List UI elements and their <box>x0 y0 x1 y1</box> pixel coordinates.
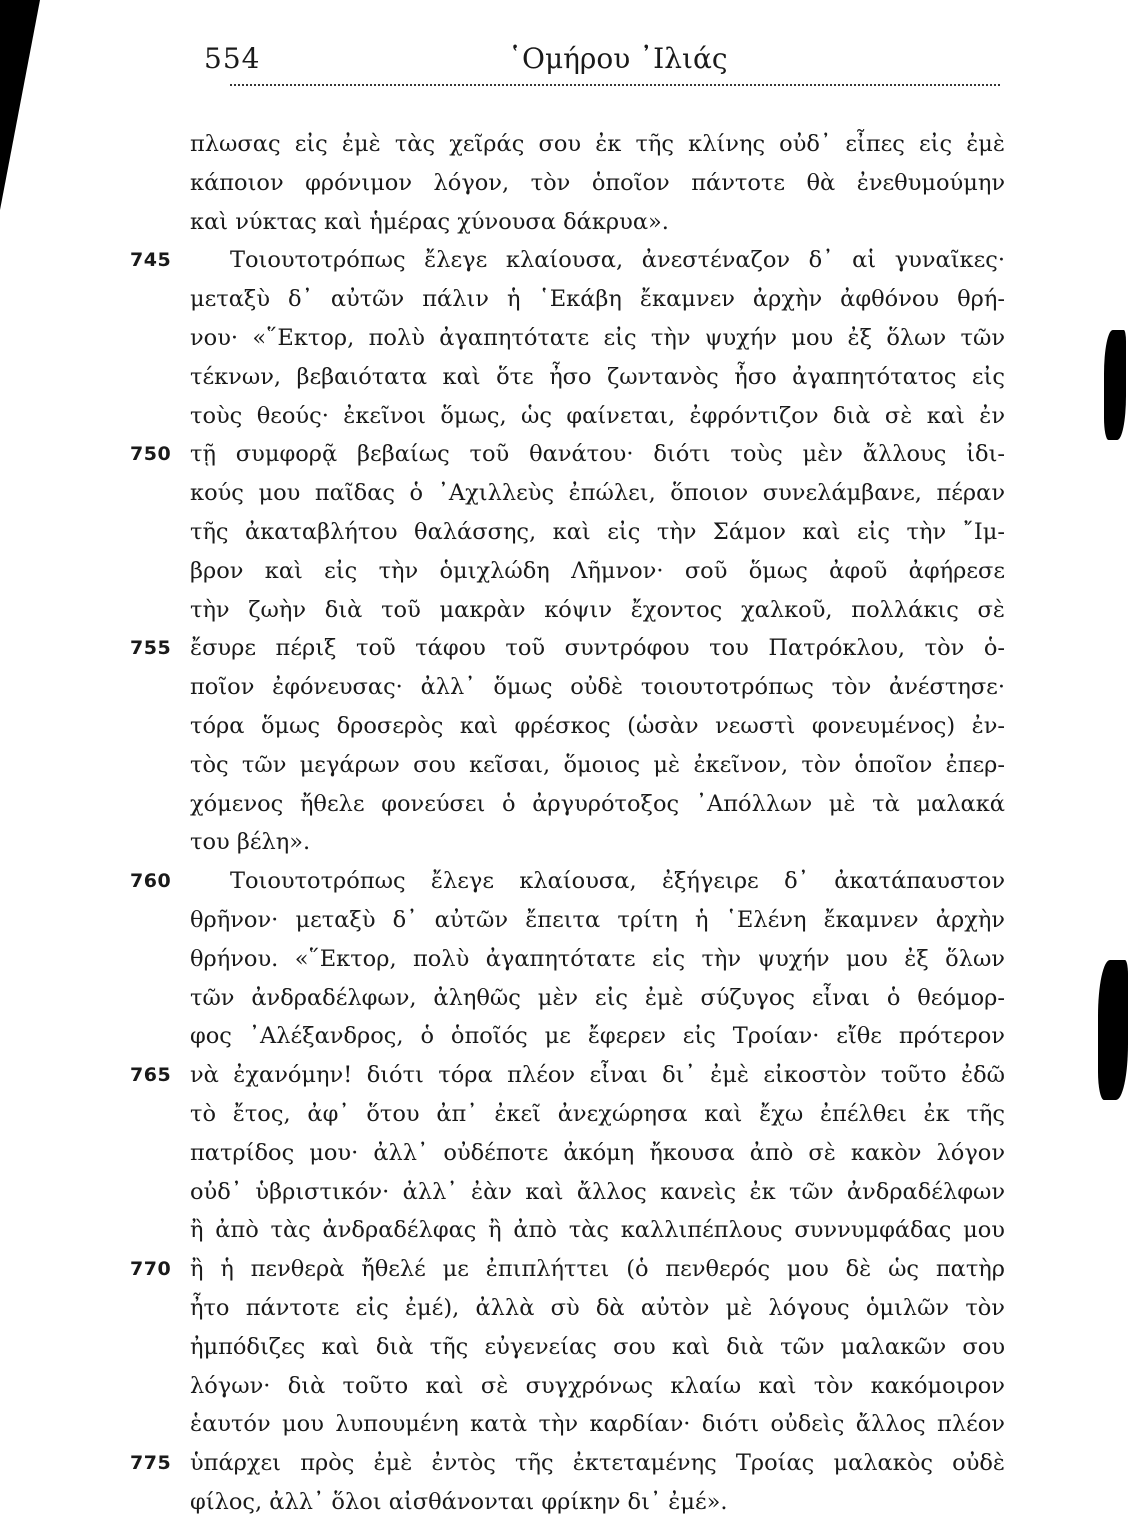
text-line: μεταξὺ δ᾽ αὐτῶν πάλιν ἡ ῾Εκάβη ἔκαμνεν ἀρχὴν ἀφθόνου θρή- <box>190 286 1005 313</box>
page-number: 554 <box>204 42 261 75</box>
text-line: τέκνων, βεβαιότατα καὶ ὅτε ἦσο ζωντανὸς ἦσο ἀγαπητότατος εἰς <box>190 363 1005 390</box>
line-number: 770 <box>130 1258 172 1281</box>
text-line: ἑαυτόν μου λυπουμένη κατὰ τὴν καρδίαν· διότι οὐδεὶς ἄλλος πλέον <box>190 1411 1005 1438</box>
text-line: κάποιον φρόνιμον λόγον, τὸν ὁποῖον πάντοτε θὰ ἐνεθυμούμην <box>190 169 1005 196</box>
scan-shadow-corner <box>0 0 40 210</box>
text-line: τοὺς θεούς· ἐκεῖνοι ὅμως, ὡς φαίνεται, ἐφρόντιζον διὰ σὲ καὶ ἐν <box>190 402 1005 429</box>
text-line: 755 ἔσυρε πέριξ τοῦ τάφου τοῦ συντρόφου του Πατρόκλου, τὸν ὁ- <box>190 629 1005 668</box>
line-number: 765 <box>130 1064 172 1087</box>
text-line: θρῆνον· μεταξὺ δ᾽ αὐτῶν ἔπειτα τρίτη ἡ ῾Ελένη ἔκαμνεν ἀρχὴν <box>190 906 1005 933</box>
page-header <box>0 40 1132 90</box>
scan-speck <box>1104 330 1126 440</box>
line-number: 745 <box>130 249 172 272</box>
text-line: 765 νὰ ἐχανόμην! διότι τόρα πλέον εἶναι δι᾽ ἐμὲ εἰκοστὸν τοῦτο ἐδῶ <box>190 1056 1005 1095</box>
text-line: φίλος, ἀλλ᾽ ὅλοι αἰσθάνονται φρίκην δι᾽ ἐμέ». <box>190 1488 728 1515</box>
text-line: τὴν ζωὴν διὰ τοῦ μακρὰν κόψιν ἔχοντος χαλκοῦ, πολλάκις σὲ <box>190 596 1005 623</box>
running-title: ῾Ομήρου ᾿Ιλιάς <box>508 42 728 75</box>
text-line: 745 Τοιουτοτρόπως ἔλεγε κλαίουσα, ἀνεστέναζον δ᾽ αἱ γυναῖκες· <box>190 241 1005 280</box>
line-number: 750 <box>130 443 172 466</box>
line-number: 775 <box>130 1452 172 1475</box>
text-line: 770 ἢ ἡ πενθερὰ ἤθελέ με ἐπιπλήττει (ὁ πενθερός μου δὲ ὡς πατὴρ <box>190 1250 1005 1289</box>
text-line: κούς μου παῖδας ὁ ᾿Αχιλλεὺς ἐπώλει, ὅποιον συνελάμβανε, πέραν <box>190 480 1005 507</box>
text-line: του βέλη». <box>190 829 311 856</box>
text-line: βρον καὶ εἰς τὴν ὁμιχλώδη Λῆμνον· σοῦ ὅμως ἀφοῦ ἀφήρεσε <box>190 557 1005 584</box>
text-line: 750 τῇ συμφορᾷ βεβαίως τοῦ θανάτου· διότι τοὺς μὲν ἄλλους ἰδι- <box>190 435 1005 474</box>
text-line: ἢ ἀπὸ τὰς ἀνδραδέλφας ἢ ἀπὸ τὰς καλλιπέπλους συννυμφάδας μου <box>190 1217 1005 1244</box>
text-line: φος ᾿Αλέξανδρος, ὁ ὁποῖός με ἔφερεν εἰς Τροίαν· εἴθε πρότερον <box>190 1023 1005 1050</box>
text-line: τόρα ὅμως δροσερὸς καὶ φρέσκος (ὡσὰν νεωστὶ φονευμένος) ἐν- <box>190 712 1005 739</box>
text-line: οὐδ᾽ ὑβριστικόν· ἀλλ᾽ ἐὰν καὶ ἄλλος κανεὶς ἐκ τῶν ἀνδραδέλφων <box>190 1178 1005 1205</box>
text-line: πλωσας εἰς ἐμὲ τὰς χεῖράς σου ἐκ τῆς κλίνης οὐδ᾽ εἶπες εἰς ἐμὲ <box>190 131 1005 157</box>
text-line: νου· «῞Εκτορ, πολὺ ἀγαπητότατε εἰς τὴν ψυχήν μου ἐξ ὅλων τῶν <box>190 324 1005 351</box>
text-line: λόγων· διὰ τοῦτο καὶ σὲ συγχρόνως κλαίω καὶ τὸν κακόμοιρον <box>190 1372 1005 1399</box>
line-number: 755 <box>130 637 172 660</box>
scan-speck <box>1098 960 1128 1100</box>
text-line: θρήνου. «῞Εκτορ, πολὺ ἀγαπητότατε εἰς τὴν ψυχήν μου ἐξ ὅλων <box>190 945 1005 972</box>
text-line: τῆς ἀκαταβλήτου θαλάσσης, καὶ εἰς τὴν Σάμον καὶ εἰς τὴν ῎Ιμ- <box>190 518 1005 545</box>
text-line: ποῖον ἐφόνευσας· ἀλλ᾽ ὅμως οὐδὲ τοιουτοτρόπως τὸν ἀνέστησε· <box>190 674 1005 701</box>
header-rule <box>230 84 1000 86</box>
text-line: ἠμπόδιζες καὶ διὰ τῆς εὐγενείας σου καὶ διὰ τῶν μαλακῶν σου <box>190 1333 1005 1360</box>
body-text <box>130 125 1005 1522</box>
text-line: πατρίδος μου· ἀλλ᾽ οὐδέποτε ἀκόμη ἤκουσα ἀπὸ σὲ κακὸν λόγον <box>190 1139 1005 1166</box>
text-line: τῶν ἀνδραδέλφων, ἀληθῶς μὲν εἰς ἐμὲ σύζυγος εἶναι ὁ θεόμορ- <box>190 984 1005 1011</box>
text-line: χόμενος ἤθελε φονεύσει ὁ ἀργυρότοξος ᾿Απόλλων μὲ τὰ μαλακά <box>190 790 1005 817</box>
line-number: 760 <box>130 870 172 893</box>
text-line: 760 Τοιουτοτρόπως ἔλεγε κλαίουσα, ἐξήγειρε δ᾽ ἀκατάπαυστον <box>190 862 1005 901</box>
text-line: τὸ ἔτος, ἀφ᾽ ὅτου ἀπ᾽ ἐκεῖ ἀνεχώρησα καὶ ἔχω ἐπέλθει ἐκ τῆς <box>190 1100 1005 1127</box>
text-line: 775 ὑπάρχει πρὸς ἐμὲ ἐντὸς τῆς ἐκτεταμένης Τροίας μαλακὸς οὐδὲ <box>190 1444 1005 1483</box>
text-line: καὶ νύκτας καὶ ἡμέρας χύνουσα δάκρυα». <box>190 208 669 235</box>
text-line: τὸς τῶν μεγάρων σου κεῖσαι, ὅμοιος μὲ ἐκεῖνον, τὸν ὁποῖον ἐπερ- <box>190 751 1005 778</box>
text-line: ἦτο πάντοτε εἰς ἐμέ), ἀλλὰ σὺ δὰ αὐτὸν μὲ λόγους ὁμιλῶν τὸν <box>190 1294 1005 1321</box>
